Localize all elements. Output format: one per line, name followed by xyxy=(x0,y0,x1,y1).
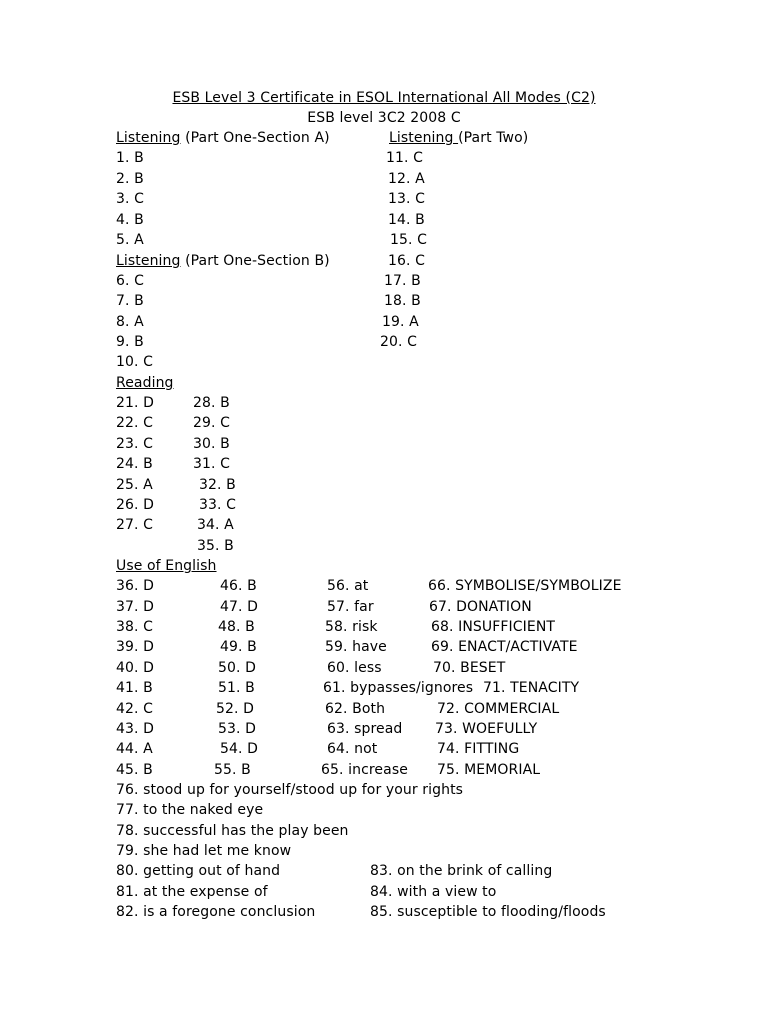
answer-item: 50. D xyxy=(218,660,256,676)
document-subtitle: ESB level 3C2 2008 C xyxy=(307,110,461,126)
answer-item: 59. have xyxy=(325,639,387,655)
answer-item: 21. D xyxy=(116,395,154,411)
answer-item: 23. C xyxy=(116,436,153,452)
answer-item: 67. DONATION xyxy=(429,599,532,615)
listening-section-a-heading xyxy=(116,129,330,147)
answer-item: 43. D xyxy=(116,721,154,737)
answer-item: 13. C xyxy=(388,191,425,207)
answer-item: 64. not xyxy=(327,741,378,757)
answer-item: 40. D xyxy=(116,660,154,676)
answer-item: 7. B xyxy=(116,293,144,309)
answer-item: 81. at the expense of xyxy=(116,884,268,900)
answer-item: 24. B xyxy=(116,456,153,472)
answer-item: 25. A xyxy=(116,477,153,493)
answer-item: 18. B xyxy=(384,293,421,309)
answer-item: 78. successful has the play been xyxy=(116,823,349,839)
answer-item: 16. C xyxy=(388,253,425,269)
answer-item: 1. B xyxy=(116,150,144,166)
answer-item: 54. D xyxy=(220,741,258,757)
answer-item: 39. D xyxy=(116,639,154,655)
listening-b-rest: (Part One-Section B) xyxy=(180,253,330,269)
document-title: ESB Level 3 Certificate in ESOL International All Modes (C2) xyxy=(172,90,596,106)
answer-item: 85. susceptible to flooding/floods xyxy=(370,904,606,920)
answer-item: 80. getting out of hand xyxy=(116,863,281,879)
answer-item: 65. increase xyxy=(321,762,408,778)
listening-b-label: Listening xyxy=(116,253,181,269)
answer-item: 73. WOEFULLY xyxy=(435,721,538,737)
answer-item: 84. with a view to xyxy=(370,884,497,900)
answer-item: 42. C xyxy=(116,701,153,717)
answer-item: 57. far xyxy=(327,599,374,615)
answer-item: 51. B xyxy=(218,680,255,696)
answer-item: 79. she had let me know xyxy=(116,843,292,859)
answer-item: 37. D xyxy=(116,599,154,615)
answer-item: 3. C xyxy=(116,191,144,207)
answer-item: 74. FITTING xyxy=(437,741,520,757)
answer-item: 72. COMMERCIAL xyxy=(437,701,560,717)
answer-item: 71. TENACITY xyxy=(483,680,580,696)
reading-heading: Reading xyxy=(116,375,174,391)
answer-item: 32. B xyxy=(199,477,236,493)
answer-item: 83. on the brink of calling xyxy=(370,863,553,879)
answer-item: 14. B xyxy=(388,212,425,228)
listening-part-two-heading xyxy=(389,129,528,147)
answer-item: 69. ENACT/ACTIVATE xyxy=(431,639,578,655)
answer-item: 44. A xyxy=(116,741,153,757)
answer-item: 60. less xyxy=(327,660,382,676)
answer-item: 55. B xyxy=(214,762,251,778)
answer-item: 48. B xyxy=(218,619,255,635)
answer-item: 27. C xyxy=(116,517,153,533)
answer-item: 6. C xyxy=(116,273,144,289)
answer-item: 38. C xyxy=(116,619,153,635)
answer-item: 66. SYMBOLISE/SYMBOLIZE xyxy=(428,578,622,594)
answer-item: 15. C xyxy=(390,232,427,248)
answer-item: 36. D xyxy=(116,578,154,594)
answer-item: 47. D xyxy=(220,599,258,615)
listening-a-rest: (Part One-Section A) xyxy=(180,130,330,146)
answer-item: 35. B xyxy=(197,538,234,554)
answer-item: 9. B xyxy=(116,334,144,350)
answer-item: 41. B xyxy=(116,680,153,696)
answer-item: 33. C xyxy=(199,497,236,513)
answer-item: 29. C xyxy=(193,415,230,431)
answer-item: 56. at xyxy=(327,578,369,594)
listening-section-b-heading xyxy=(116,252,330,270)
answer-item: 61. bypasses/ignores xyxy=(323,680,474,696)
answer-item: 26. D xyxy=(116,497,154,513)
answer-item: 22. C xyxy=(116,415,153,431)
answer-item: 77. to the naked eye xyxy=(116,802,264,818)
answer-item: 5. A xyxy=(116,232,144,248)
answer-item: 45. B xyxy=(116,762,153,778)
answer-item: 4. B xyxy=(116,212,144,228)
answer-item: 31. C xyxy=(193,456,230,472)
answer-item: 52. D xyxy=(216,701,254,717)
listening-a-label: Listening xyxy=(116,130,181,146)
answer-item: 10. C xyxy=(116,354,153,370)
answer-item: 76. stood up for yourself/stood up for your rights xyxy=(116,782,464,798)
answer-item: 70. BESET xyxy=(433,660,506,676)
answer-item: 68. INSUFFICIENT xyxy=(431,619,556,635)
use-of-english-heading: Use of English xyxy=(116,558,217,574)
answer-item: 75. MEMORIAL xyxy=(437,762,541,778)
answer-item: 63. spread xyxy=(327,721,403,737)
answer-item: 19. A xyxy=(382,314,419,330)
answer-item: 12. A xyxy=(388,171,425,187)
answer-item: 46. B xyxy=(220,578,257,594)
answer-item: 58. risk xyxy=(325,619,378,635)
answer-item: 34. A xyxy=(197,517,234,533)
answer-item: 28. B xyxy=(193,395,230,411)
listening-two-rest: (Part Two) xyxy=(458,130,529,146)
answer-item: 20. C xyxy=(380,334,417,350)
answer-item: 82. is a foregone conclusion xyxy=(116,904,316,920)
answer-item: 11. C xyxy=(386,150,423,166)
answer-item: 30. B xyxy=(193,436,230,452)
listening-two-label: Listening xyxy=(389,130,459,146)
answer-item: 8. A xyxy=(116,314,144,330)
answer-item: 49. B xyxy=(220,639,257,655)
answer-item: 62. Both xyxy=(325,701,386,717)
answer-item: 53. D xyxy=(218,721,256,737)
answer-item: 17. B xyxy=(384,273,421,289)
answer-item: 2. B xyxy=(116,171,144,187)
